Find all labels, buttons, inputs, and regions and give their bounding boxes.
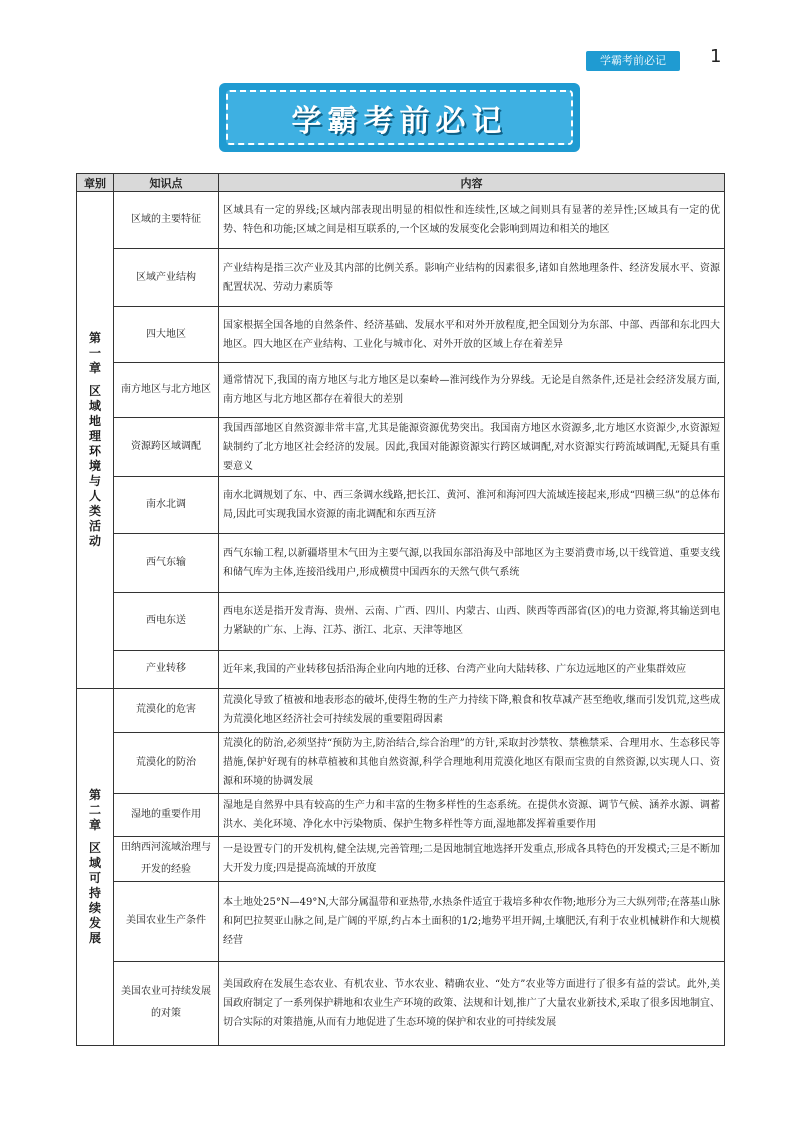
knowledge-content: 西电东送是指开发青海、贵州、云南、广西、四川、内蒙古、山西、陕西等西部省(区)的电力资源,将其输送到电力紧缺的广东、上海、江苏、浙江、北京、天津等地区 [219,593,725,650]
knowledge-point: 产业转移 [114,650,219,688]
page-title: 学霸考前必记 [291,103,508,139]
knowledge-point: 西电东送 [114,593,219,650]
knowledge-point: 区域的主要特征 [114,192,219,249]
header-chapter: 章别 [77,174,114,192]
table-row [77,881,725,961]
table-row [77,732,725,793]
knowledge-content: 荒漠化的防治,必须坚持“预防为主,防治结合,综合治理”的方针,采取封沙禁牧、禁樵禁采、合理用水、生态移民等措施,保护好现有的林草植被和其他自然资源,科学合理地利用荒漠化地区有限而宝贵的自然资源,以实现人口、资源和环境的协调发展 [219,732,725,793]
knowledge-point: 四大地区 [114,307,219,363]
section-tag: 学霸考前必记 [586,51,680,71]
table-header-row [77,174,725,192]
knowledge-content: 我国西部地区自然资源非常丰富,尤其是能源资源优势突出。我国南方地区水资源多,北方地区水资源少,水资源短缺制约了北方地区社会经济的发展。因此,我国对能源资源实行跨区域调配,对水资源实行跨流域调配,无疑具有重要意义 [219,418,725,477]
knowledge-point: 美国农业生产条件 [114,881,219,961]
knowledge-content: 通常情况下,我国的南方地区与北方地区是以秦岭—淮河线作为分界线。无论是自然条件,还是社会经济发展方面,南方地区与北方地区都存在着很大的差别 [219,363,725,418]
knowledge-content: 本土地处25°N—49°N,大部分属温带和亚热带,水热条件适宜于栽培多种农作物;地形分为三大纵列带;在落基山脉和阿巴拉契亚山脉之间,是广阔的平原,约占本土面积的1/2;地势平坦开阔,土壤肥沃,有利于农业机械耕作和大规模经营 [219,881,725,961]
knowledge-content: 近年来,我国的产业转移包括沿海企业向内地的迁移、台湾产业向大陆转移、广东边远地区的产业集群效应 [219,650,725,688]
table-row [77,534,725,593]
knowledge-content: 南水北调规划了东、中、西三条调水线路,把长江、黄河、淮河和海河四大流域连接起来,形成“四横三纵”的总体布局,因此可实现我国水资源的南北调配和东西互济 [219,477,725,534]
knowledge-point: 湿地的重要作用 [114,793,219,836]
knowledge-point: 西气东输 [114,534,219,593]
header-point: 知识点 [114,174,219,192]
knowledge-point: 南水北调 [114,477,219,534]
knowledge-point: 荒漠化的防治 [114,732,219,793]
table-row [77,836,725,881]
table-row [77,477,725,534]
table-row [77,793,725,836]
table-row [77,192,725,249]
table-row [77,593,725,650]
knowledge-point: 荒漠化的危害 [114,688,219,732]
knowledge-content: 美国政府在发展生态农业、有机农业、节水农业、精确农业、“处方”农业等方面进行了很多有益的尝试。此外,美国政府制定了一系列保护耕地和农业生产环境的政策、法规和计划,推广了大量农业新技术,采取了很多因地制宜、切合实际的对策措施,从而有力地促进了生态环境的保护和农业的可持续发展 [219,961,725,1045]
knowledge-content: 西气东输工程,以新疆塔里木气田为主要气源,以我国东部沿海及中部地区为主要消费市场,以干线管道、重要支线和储气库为主体,连接沿线用户,形成横贯中国西东的天然气供气系统 [219,534,725,593]
table-row [77,363,725,418]
header-content: 内容 [219,174,725,192]
table-row [77,961,725,1045]
knowledge-point: 区域产业结构 [114,249,219,307]
knowledge-point: 资源跨区域调配 [114,418,219,477]
knowledge-content: 荒漠化导致了植被和地表形态的破坏,使得生物的生产力持续下降,粮食和牧草减产甚至绝收,继而引发饥荒,这些成为荒漠化地区经济社会可持续发展的重要阻碍因素 [219,688,725,732]
chapter-cell-2 [77,688,114,1045]
chapter-cell-1 [77,192,114,689]
knowledge-point: 美国农业可持续发展的对策 [114,961,219,1045]
table-row [77,249,725,307]
title-banner [219,83,580,152]
knowledge-table [76,173,725,1046]
chapter-number: 第二章 [88,787,101,832]
knowledge-content: 区域具有一定的界线;区域内部表现出明显的相似性和连续性,区域之间则具有显著的差异性;区域具有一定的优势、特色和功能;区域之间是相互联系的,一个区域的发展变化会影响到周边和相关的地区 [219,192,725,249]
chapter-title: 区域地理环境与人类活动 [88,383,101,548]
table-row [77,307,725,363]
knowledge-content: 湿地是自然界中具有较高的生产力和丰富的生物多样性的生态系统。在提供水资源、调节气候、涵养水源、调蓄洪水、美化环境、净化水中污染物质、保护生物多样性等方面,湿地都发挥着重要作用 [219,793,725,836]
chapter-title: 区域可持续发展 [88,840,101,945]
table-row [77,688,725,732]
table-row [77,418,725,477]
knowledge-point: 田纳西河流域治理与开发的经验 [114,836,219,881]
knowledge-content: 产业结构是指三次产业及其内部的比例关系。影响产业结构的因素很多,诸如自然地理条件、经济发展水平、资源配置状况、劳动力素质等 [219,249,725,307]
knowledge-content: 一是设置专门的开发机构,健全法规,完善管理;二是因地制宜地选择开发重点,形成各具特色的开发模式;三是不断加大开发力度;四是提高流域的开放度 [219,836,725,881]
knowledge-point: 南方地区与北方地区 [114,363,219,418]
page-number: 1 [710,46,722,67]
knowledge-content: 国家根据全国各地的自然条件、经济基础、发展水平和对外开放程度,把全国划分为东部、中部、西部和东北四大地区。四大地区在产业结构、工业化与城市化、对外开放的区域上存在着差异 [219,307,725,363]
title-banner-inner [226,90,573,145]
table-row [77,650,725,688]
chapter-number: 第一章 [88,330,101,375]
